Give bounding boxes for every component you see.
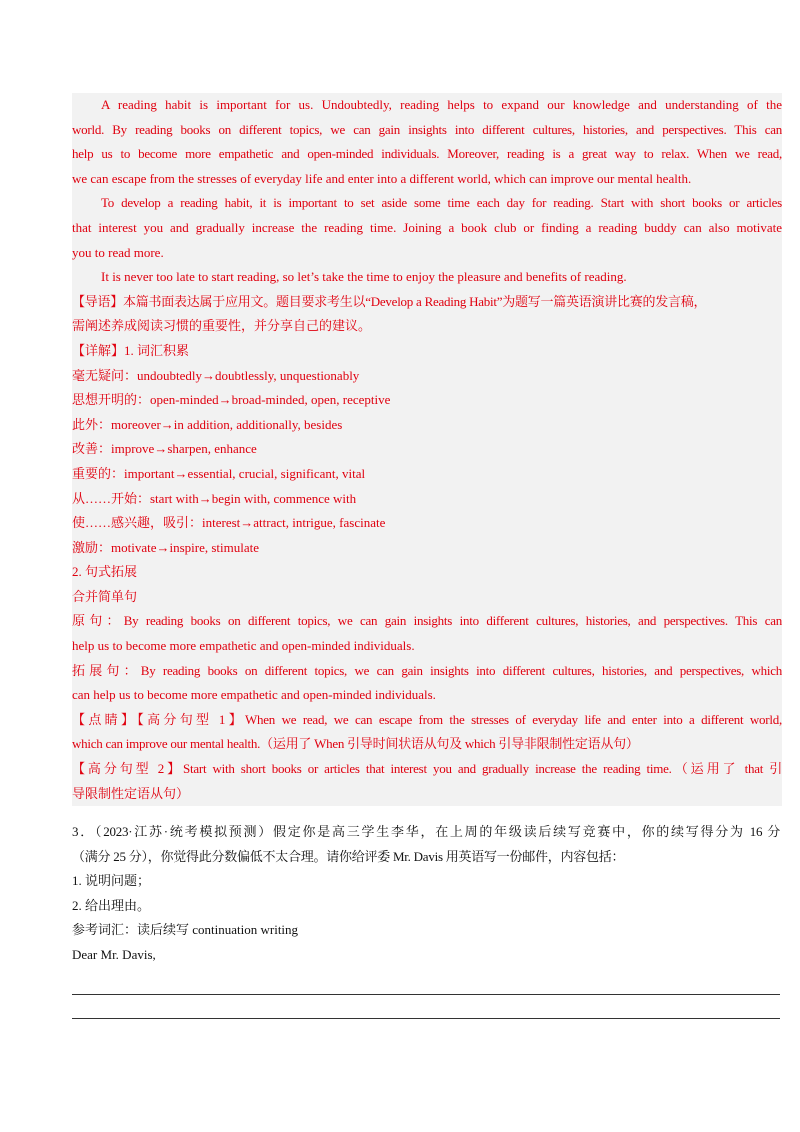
answer-analysis-block <box>72 93 782 806</box>
question-prompt-line: 3．（2023·江苏·统考模拟预测）假定你是高三学生李华，在上周的年级读后续写竞赛中，你的续写得分为 16 分 <box>72 824 780 839</box>
vocab-item: 重要的：important→essential, crucial, significant, vital <box>72 465 366 481</box>
vocab-item: 此外：moreover→in addition, additionally, besides <box>72 416 343 432</box>
answer-writing-line[interactable] <box>72 1018 780 1019</box>
vocab-item: 从……开始：start with→begin with, commence with <box>72 490 357 506</box>
essay-paragraph-1-line: A reading habit is important for us. Undoubtedly, reading helps to expand our knowledge and understanding of the <box>101 97 782 112</box>
detail-heading: 【详解】1. 词汇积累 <box>72 342 190 358</box>
letter-greeting: Dear Mr. Davis, <box>72 946 156 962</box>
highlight-sentence-1-line: 【点睛】【高分句型 1】When we read, we can escape from the stresses of everyday life and enter into a different world, <box>72 711 782 727</box>
expanded-sentence-line: 拓展句：By reading books on different topics, we can gain insights into different cultures, histories, and perspectives, which <box>72 662 782 678</box>
section-heading-sentence-expansion: 2. 句式拓展 <box>72 564 138 580</box>
guide-note-line: 【导语】本篇书面表达属于应用文。题目要求考生以“Develop a Reading Habit”为题写一篇英语演讲比赛的发言稿， <box>72 293 707 309</box>
essay-paragraph-2-line: that interest you and gradually increase the reading time. Joining a book club or finding a reading buddy can also motivate <box>72 219 782 235</box>
requirement-item: 2. 给出理由。 <box>72 897 151 913</box>
reference-vocabulary: 参考词汇：读后续写 continuation writing <box>72 922 299 938</box>
question-3 <box>72 820 780 968</box>
highlight-sentence-2-line: 【高分句型 2】Start with short books or articles that interest you and gradually increase the reading time.（运用了 that 引 <box>72 761 782 777</box>
essay-paragraph-1-line: world. By reading books on different topics, we can gain insights into different cultures, histories, and perspectives. This can <box>72 121 782 137</box>
vocab-item: 改善：improve→sharpen, enhance <box>72 441 257 457</box>
original-sentence-line: help us to become more empathetic and open-minded individuals. <box>72 638 415 654</box>
highlight-sentence-2-line: 导限制性定语从句） <box>72 785 190 801</box>
vocab-item: 毫无疑问：undoubtedly→doubtlessly, unquestionably <box>72 367 360 383</box>
guide-note-line: 需阐述养成阅读习惯的重要性，并分享自己的建议。 <box>72 318 372 334</box>
expanded-sentence-line: can help us to become more empathetic and open-minded individuals. <box>72 687 436 703</box>
essay-paragraph-1-line: we can escape from the stresses of everyday life and enter into a different world, which can improve our mental health. <box>72 170 692 186</box>
answer-writing-line[interactable] <box>72 994 780 995</box>
original-sentence-line: 原句：By reading books on different topics, we can gain insights into different cultures, histories, and perspectives. This can <box>72 613 782 629</box>
subheading-merge-sentences: 合并简单句 <box>72 588 138 604</box>
essay-paragraph-3-line: It is never too late to start reading, so let’s take the time to enjoy the pleasure and benefits of reading. <box>101 269 627 285</box>
vocab-item: 使……感兴趣，吸引：interest→attract, intrigue, fascinate <box>72 515 386 531</box>
essay-paragraph-1-line: help us to become more empathetic and open-minded individuals. Moreover, reading is a great way to relax. When we read, <box>72 146 782 162</box>
question-prompt-line: （满分 25 分），你觉得此分数偏低不太合理。请你给评委 Mr. Davis 用英语写一份邮件，内容包括： <box>72 848 625 864</box>
essay-paragraph-2-line: To develop a reading habit, it is important to set aside some time each day for reading. Start with short books or articles <box>101 195 782 211</box>
highlight-sentence-1-line: which can improve our mental health.（运用了 When 引导时间状语从句及 which 引导非限制性定语从句） <box>72 736 639 752</box>
vocab-item: 激励：motivate→inspire, stimulate <box>72 539 260 555</box>
essay-paragraph-2-line: you to read more. <box>72 244 164 260</box>
requirement-item: 1. 说明问题； <box>72 873 151 889</box>
vocab-item: 思想开明的：open-minded→broad-minded, open, receptive <box>72 392 391 408</box>
